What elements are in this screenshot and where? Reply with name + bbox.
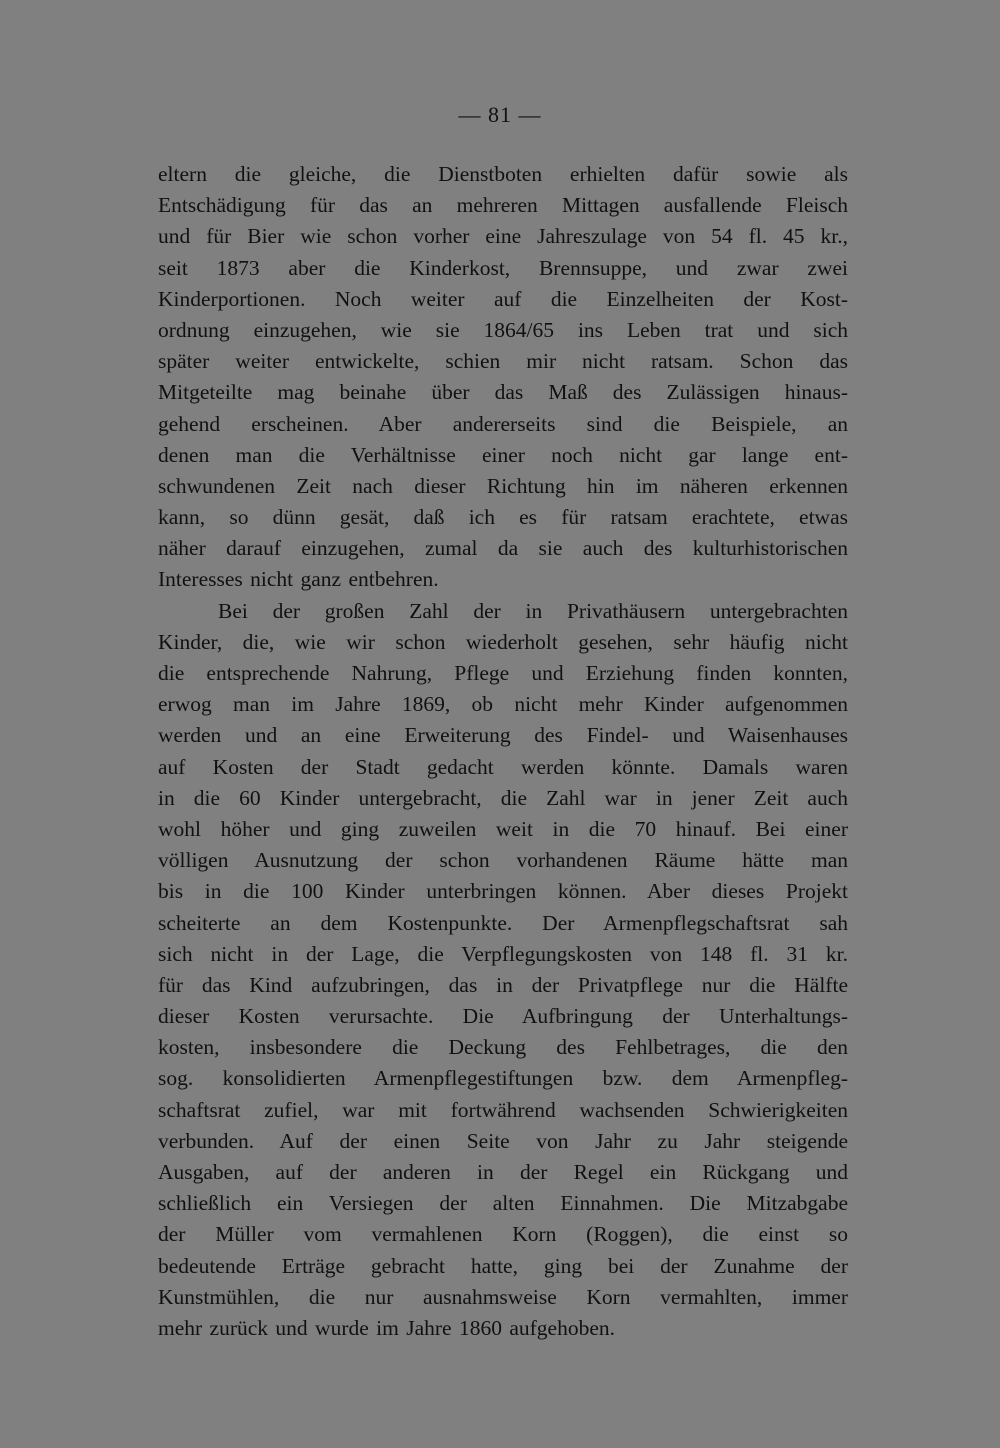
text-line: Entschädigung für das an mehreren Mittagen ausfallende Fleisch bbox=[158, 193, 848, 218]
text-line: verbunden. Auf der einen Seite von Jahr zu Jahr steigende bbox=[158, 1128, 848, 1153]
text-line: Kinderportionen. Noch weiter auf die Einzelheiten der Kost- bbox=[158, 286, 848, 311]
text-line: mehr zurück und wurde im Jahre 1860 aufgehoben. bbox=[158, 1315, 615, 1340]
text-line: bis in die 100 Kinder unterbringen können. Aber dieses Projekt bbox=[158, 879, 848, 904]
text-line: werden und an eine Erweiterung des Findel- und Waisenhauses bbox=[158, 723, 848, 748]
text-line: der Müller vom vermahlenen Korn (Roggen), die einst so bbox=[158, 1222, 848, 1247]
text-line: scheiterte an dem Kostenpunkte. Der Armenpflegschaftsrat sah bbox=[158, 910, 848, 935]
text-line: kann, so dünn gesät, daß ich es für ratsam erachtete, etwas bbox=[158, 505, 848, 530]
text-line: Kinder, die, wie wir schon wiederholt gesehen, sehr häufig nicht bbox=[158, 629, 848, 654]
text-line: Ausgaben, auf der anderen in der Regel ein Rückgang und bbox=[158, 1160, 848, 1184]
text-line: sog. konsolidierten Armenpflegestiftungen bzw. dem Armenpfleg- bbox=[158, 1066, 848, 1091]
text-line: ordnung einzugehen, wie sie 1864/65 ins Leben trat und sich bbox=[158, 317, 848, 342]
text-line: kosten, insbesondere die Deckung des Fehlbetrages, die den bbox=[158, 1035, 848, 1060]
text-line: seit 1873 aber die Kinderkost, Brennsuppe, und zwar zwei bbox=[158, 255, 848, 280]
text-line: später weiter entwickelte, schien mir nicht ratsam. Schon das bbox=[158, 349, 848, 374]
text-line: gehend erscheinen. Aber andererseits sind die Beispiele, an bbox=[158, 411, 848, 436]
paragraph bbox=[158, 159, 848, 596]
text-line: Kunstmühlen, die nur ausnahmsweise Korn vermahlten, immer bbox=[158, 1284, 848, 1309]
text-line: für das Kind aufzubringen, das in der Privatpflege nur die Hälfte bbox=[158, 972, 848, 997]
text-line: die entsprechende Nahrung, Pflege und Erziehung finden konnten, bbox=[158, 661, 848, 685]
text-line: sich nicht in der Lage, die Verpflegungskosten von 148 fl. 31 kr. bbox=[158, 941, 848, 966]
text-line: auf Kosten der Stadt gedacht werden könnte. Damals waren bbox=[158, 754, 848, 779]
text-line: völligen Ausnutzung der schon vorhandenen Räume hätte man bbox=[158, 848, 848, 873]
text-line: Bei der großen Zahl der in Privathäusern untergebrachten bbox=[218, 598, 848, 623]
body-text bbox=[158, 159, 848, 1344]
text-line: schaftsrat zufiel, war mit fortwährend wachsenden Schwierigkeiten bbox=[158, 1097, 848, 1122]
page-number: — 81 — bbox=[458, 102, 542, 127]
text-line: eltern die gleiche, die Dienstboten erhielten dafür sowie als bbox=[158, 162, 848, 186]
text-line: schließlich ein Versiegen der alten Einnahmen. Die Mitzabgabe bbox=[158, 1191, 848, 1216]
text-line: denen man die Verhältnisse einer noch nicht gar lange ent- bbox=[158, 442, 848, 467]
text-line: Interesses nicht ganz entbehren. bbox=[158, 567, 439, 592]
text-line: Mitgeteilte mag beinahe über das Maß des Zulässigen hinaus- bbox=[158, 380, 848, 405]
text-line: erwog man im Jahre 1869, ob nicht mehr Kinder aufgenommen bbox=[158, 692, 848, 717]
text-line: dieser Kosten verursachte. Die Aufbringung der Unterhaltungs- bbox=[158, 1004, 848, 1029]
text-line: bedeutende Erträge gebracht hatte, ging bei der Zunahme der bbox=[158, 1253, 848, 1278]
text-line: und für Bier wie schon vorher eine Jahreszulage von 54 fl. 45 kr., bbox=[158, 224, 848, 249]
paragraph bbox=[158, 596, 848, 1345]
text-line: näher darauf einzugehen, zumal da sie auch des kulturhistorischen bbox=[158, 536, 848, 561]
text-line: in die 60 Kinder untergebracht, die Zahl war in jener Zeit auch bbox=[158, 785, 848, 810]
text-line: schwundenen Zeit nach dieser Richtung hin im näheren erkennen bbox=[158, 473, 848, 498]
text-line: wohl höher und ging zuweilen weit in die 70 hinauf. Bei einer bbox=[158, 816, 848, 841]
